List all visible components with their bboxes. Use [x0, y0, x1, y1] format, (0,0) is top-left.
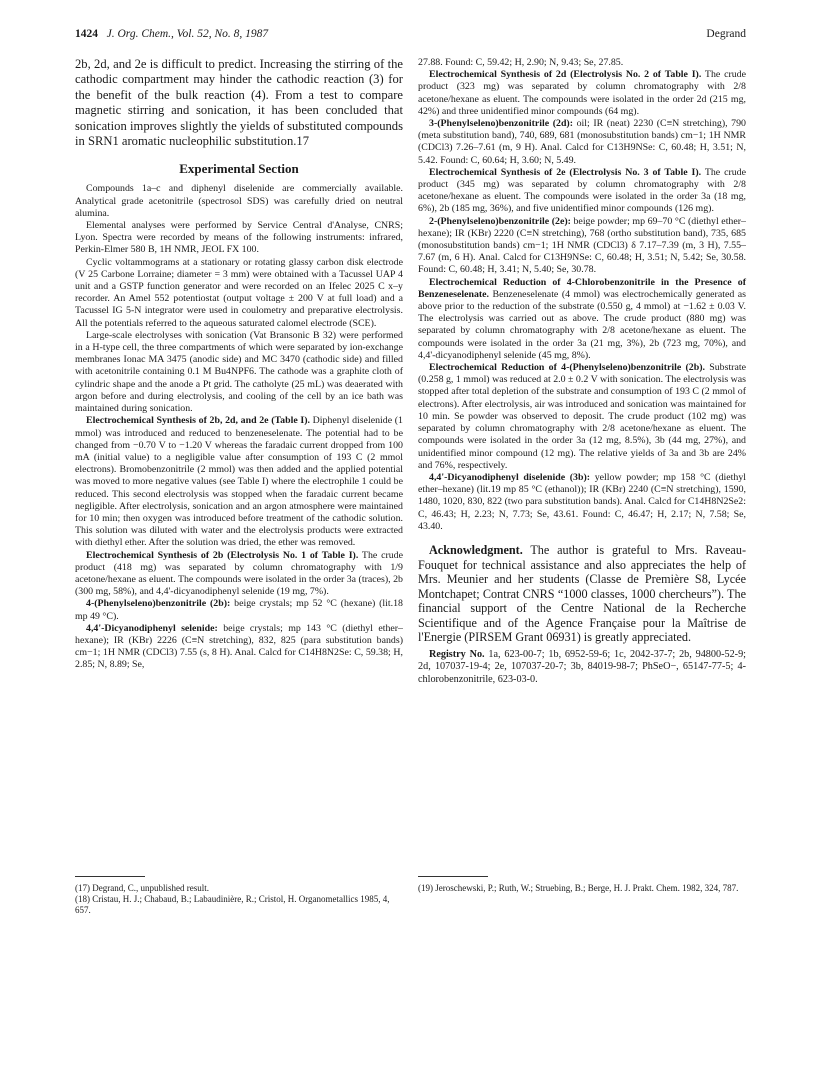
chlorobenzonitrile-lead: Electrochemical Reduction of 4-Chlorobenzonitrile in the Presence of Benzeneselenate. — [418, 276, 746, 300]
dicyano-selenide-paragraph — [75, 623, 403, 672]
compound-3b-text: yellow powder; mp 158 °C (diethyl ether–hexane) (lit.19 mp 85 °C (ethanol)); IR (KBr) 2240 (C≡N stretching), 1590, 1480, 1020, 830, 822 (two para substitution bands). Anal. Calcd for C14H8N2Se2: C, 46.43; H, 2.23; N, 7.73; Se, 43.61. Found: C, 46.47; H, 2.17; N, 7.58; Se, 43.40. — [418, 471, 746, 532]
compound-3b-paragraph — [418, 472, 746, 533]
compound-2b-lead: 4-(Phenylseleno)benzonitrile (2b): — [86, 598, 231, 610]
compound-2d-text: oil; IR (neat) 2230 (C≡N stretching), 790 (meta substitution band), 740, 689, 681 (monosubstitution bands) cm−1; 1H NMR (CDCl3) 7.26–7.61 (m, 9 H). Anal. Calcd for C13H9NSe: C, 60.48; H, 3.51; N, 5.42. Found: C, 60.64; H, 3.60; N, 5.49. — [418, 118, 746, 166]
reduction-2b-lead: Electrochemical Reduction of 4-(Phenylseleno)benzonitrile (2b). — [429, 362, 705, 374]
electrolysis3-lead: Electrochemical Synthesis of 2e (Electrolysis No. 3 of Table I). — [429, 166, 702, 178]
registry-text: 1a, 623-00-7; 1b, 6952-59-6; 1c, 2042-37-7; 2b, 94800-52-9; 2d, 107037-19-4; 2e, 107037-20-7; 3b, 84019-98-7; PhSeO−, 65147-77-5; 4-chlorobenzonitrile, 623-03-0. — [418, 649, 746, 685]
header-left — [75, 28, 268, 40]
analyses-paragraph: Elemental analyses were performed by Service Central d'Analyse, CNRS; Lyon. Spectra were recorded by means of the following instruments: infrared, Perkin-Elmer 580 B, 1H NMR, JEOL FX 100. — [75, 220, 403, 256]
synthesis-text: Diphenyl diselenide (1 mmol) was introduced and reduced to benzeneselenate. The potential had to be changed from −0.70 V to −1.20 V whereas the faradaic current dropped from 100 mA (initial value) to a negligible value after consumption of 193 C (2 mmol electrons). Bromobenzonitrile (2 mmol) was then added and the applied potential was moved to more negative values (see Table I) where the electrophile 1 could be reduced. This second electrolysis was stopped when the faradaic current became negligible. After electrolysis, sonication and an argon atmosphere were maintained for 10 min; then oxygen was introduced before treatment of the cathodic solution. This solution was diluted with water and the electrolysis products were extracted with diethyl ether. After the solution was dried, the ether was removed. — [75, 415, 403, 549]
running-header — [75, 28, 746, 46]
compound-2e-lead: 2-(Phenylseleno)benzonitrile (2e): — [429, 215, 571, 227]
electrolysis2-paragraph — [418, 69, 746, 118]
synthesis-paragraph — [75, 415, 403, 549]
compound-2b-paragraph — [75, 598, 403, 622]
dicyano-selenide-text: beige crystals; mp 143 °C (diethyl ether–hexane); IR (KBr) 2226 (C≡N stretching), 832, 825 (para substitution bands) cm−1; 1H NMR (CDCl3) 7.55 (s, 8 H). Anal. Calcd for C14H8N2Se: C, 59.38; H, 2.85; N, 8.89; Se, — [75, 622, 403, 671]
electrolysis1-paragraph — [75, 550, 403, 599]
compound-2e-text: beige powder; mp 69–70 °C (diethyl ether–hexane); IR (KBr) 2220 (C≡N stretching), 768 (ortho substitution band), 735, 685 (monosubstitution bands) cm−1; 1H NMR (CDCl3) δ 7.17–7.39 (m, 3 H), 7.55–7.67 (m, 6 H). Anal. Calcd for C13H9NSe: C, 60.48; H, 3.51; N, 5.42; Se, 30.58. Found: C, 60.48; H, 3.41; N, 5.40; Se, 30.78. — [418, 215, 746, 276]
reduction-2b-text: Substrate (0.258 g, 1 mmol) was reduced at 2.0 ± 0.2 V with sonication. The electrolysis was stopped after total depletion of the substrate and consumption of 193 C (2 mmol of electrons). After electrolysis, air was introduced and sonication was maintained for 10 min. Se powder was observed to deposit. The crude product (102 mg) was separated by column chromatography with 2/8 acetone/hexane as eluent. The compounds were isolated in the order 3a (12 mg, 8.5%), 3b (44 mg, 27%), and unidentified minor compound (12 mg). The relative yields of 3a and 3b are 24% and 76%, respectively. — [418, 362, 746, 471]
chlorobenzonitrile-paragraph — [418, 277, 746, 362]
header-author: Degrand — [706, 28, 746, 40]
acknowledgment-text: The author is grateful to Mrs. Raveau-Fouquet for technical assistance and also appreciates the help of Mrs. Meunier and her students (Classe de Première S8, Lycée Montchapet; Contrat CNRS “1000 classes, 1000 chercheurs”). The financial support of the Centre National de la Recherche Scientifique and of the Agence Française pour la Maîtrise de l'Energie (PIRSEM Grant 06931) is greatly appreciated. — [418, 542, 746, 645]
compound-2e-paragraph — [418, 216, 746, 277]
registry-paragraph — [418, 649, 746, 686]
acknowledgment-lead: Acknowledgment. — [429, 542, 523, 557]
large-scale-paragraph: Large-scale electrolyses with sonication (Vat Bransonic B 32) were performed in a H-type cell, the three compartments of which were separated by ion-exchange membranes Ionac MA 3475 (anodic side) and MC 3470 (cathodic side) and filled with acetonitrile containing 0.1 M Bu4NPF6. The cathode was a graphite cloth of cylindric shape and the anode a Pt grid. The catholyte (25 mL) was deaerated with argon before and during electrolysis, and cooling of the cell by an ice bath was maintained during sonication. — [75, 329, 403, 415]
compound-2d-lead: 3-(Phenylseleno)benzonitrile (2d): — [429, 118, 574, 130]
chlorobenzonitrile-text: Benzeneselenate (4 mmol) was electrochemically generated as above prior to the reduction of the substrate (0.550 g, 4 mmol) at −1.62 ± 0.03 V. The electrolysis was carried out as above. The crude product (880 mg) was separated by column chromatography with 2/8 acetone/hexane as eluent. The compounds were isolated in the order 3a (21 mg, 3%), 2b (723 mg, 70%), and 4,4'-dicyanodiphenyl selenide (45 mg, 8%). — [418, 288, 746, 361]
acknowledgment-paragraph — [418, 543, 746, 645]
compound-3b-lead: 4,4'-Dicyanodiphenyl diselenide (3b): — [429, 471, 591, 483]
electrolysis2-lead: Electrochemical Synthesis of 2d (Electrolysis No. 2 of Table I). — [429, 69, 702, 81]
left-column — [75, 57, 403, 672]
footnote-rule-left — [75, 876, 145, 877]
intro-paragraph: 2b, 2d, and 2e is difficult to predict. Increasing the stirring of the cathodic compartment may hinder the cathodic reaction (3) for the benefit of the bulk reaction (4). From a test to compare magnetic stirring and sonication, it has been concluded that sonication improves slightly the yields of substituted compounds in SRN1 aromatic nucleophilic substitution.17 — [75, 57, 403, 149]
electrolysis3-paragraph — [418, 167, 746, 216]
reduction-2b-paragraph — [418, 362, 746, 472]
right-column — [418, 57, 746, 686]
registry-lead: Registry No. — [429, 649, 485, 661]
compound-2b-text: beige crystals; mp 52 °C (hexane) (lit.18 mp 49 °C). — [75, 598, 403, 622]
electrolysis2-text: The crude product (323 mg) was separated by column chromatography with 2/8 acetone/hexane as eluent. The compounds were isolated in the order 2d (215 mg, 42%) and three unidentified minor compounds (64 mg). — [418, 69, 746, 117]
section-heading: Experimental Section — [179, 161, 299, 177]
page-number: 1424 — [75, 28, 98, 40]
dicyano-selenide-lead: 4,4'-Dicyanodiphenyl selenide: — [86, 622, 218, 634]
footnote-18: (18) Cristau, H. J.; Chabaud, B.; Labaudinière, R.; Cristol, H. Organometallics 1985, 4, 657. — [75, 894, 390, 915]
electrolysis1-text: The crude product (418 mg) was separated by column chromatography with 1/9 acetone/hexane as eluent. The compounds were isolated in the order 3a (traces), 2b (300 mg, 58%), and 4,4'-dicyanodiphenyl selenide (19 mg, 7%). — [75, 549, 403, 598]
voltammetry-paragraph: Cyclic voltammograms at a stationary or rotating glassy carbon disk electrode (V 25 Carbone Lorraine; diameter = 3 mm) were obtained with a Tacussel UAP 4 unit and a GSTP function generator and were recorded on an Ifelec 2025 C x–y recorder. An Amel 552 potentiostat (output voltage ± 200 V at full load) and a Tacussel IG 5-N integrator were used in coulometry and preparative electrolysis. All the potentials referred to the aqueous saturated calomel electrode (SCE). — [75, 256, 403, 329]
synthesis-lead: Electrochemical Synthesis of 2b, 2d, and 2e (Table I). — [86, 415, 310, 427]
materials-paragraph: Compounds 1a–c and diphenyl diselenide are commercially available. Analytical grade acetonitrile (spectrosol SDS) was carefully dried on neutral alumina. — [75, 183, 403, 219]
footnote-19: (19) Jeroschewski, P.; Ruth, W.; Struebing, B.; Berge, H. J. Prakt. Chem. 1982, 324, 787. — [418, 883, 739, 893]
compound-2d-paragraph — [418, 118, 746, 167]
journal-citation: J. Org. Chem., Vol. 52, No. 8, 1987 — [106, 28, 269, 40]
continued-paragraph: 27.88. Found: C, 59.42; H, 2.90; N, 9.43; Se, 27.85. — [418, 57, 624, 68]
footnote-rule-right — [418, 876, 488, 877]
electrolysis1-lead: Electrochemical Synthesis of 2b (Electrolysis No. 1 of Table I). — [86, 549, 359, 561]
footnote-17: (17) Degrand, C., unpublished result. — [75, 883, 209, 893]
electrolysis3-text: The crude product (345 mg) was separated by column chromatography with 2/8 acetone/hexane as eluent. The compounds were isolated in the order 3a (18 mg, 6%), 2b (185 mg, 36%), and five unidentified minor compounds (126 mg). — [418, 166, 746, 215]
